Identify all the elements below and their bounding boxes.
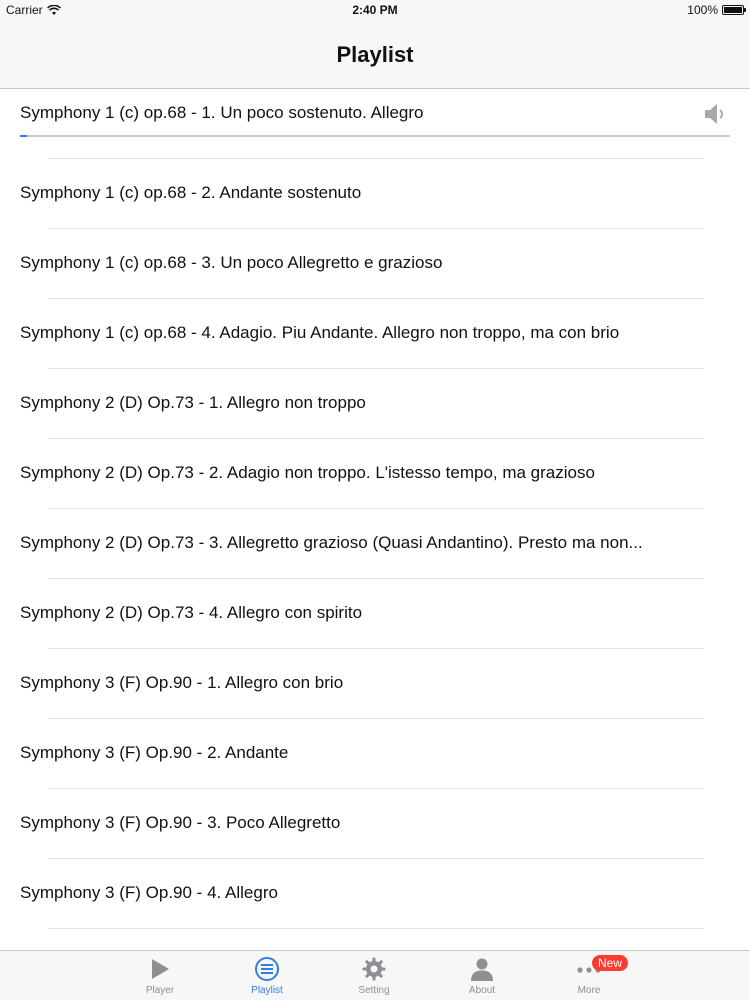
tab-bar bbox=[0, 950, 750, 1000]
now-playing-row[interactable] bbox=[0, 89, 750, 159]
track-title: Symphony 3 (F) Op.90 - 4. Allegro bbox=[20, 883, 278, 902]
playlist-icon bbox=[254, 956, 280, 982]
status-bar bbox=[0, 0, 750, 20]
speaker-icon[interactable] bbox=[702, 101, 730, 127]
status-time: 2:40 PM bbox=[352, 3, 398, 17]
track-title: Symphony 2 (D) Op.73 - 3. Allegretto grazioso (Quasi Andantino). Presto ma non... bbox=[20, 533, 643, 552]
track-title: Symphony 1 (c) op.68 - 2. Andante sostenuto bbox=[20, 183, 362, 202]
track-title: Symphony 1 (c) op.68 - 4. Adagio. Piu Andante. Allegro non troppo, ma con brio bbox=[20, 323, 620, 342]
status-right bbox=[687, 3, 744, 17]
row-separator bbox=[48, 928, 704, 929]
track-title: Symphony 3 (F) Op.90 - 2. Andante bbox=[20, 743, 289, 762]
new-badge: New bbox=[592, 955, 628, 971]
tab-player-label: Player bbox=[145, 985, 175, 996]
battery-icon bbox=[722, 5, 744, 15]
list-item[interactable] bbox=[0, 789, 750, 859]
track-title: Symphony 1 (c) op.68 - 3. Un poco Allegretto e grazioso bbox=[20, 253, 443, 272]
list-item[interactable] bbox=[0, 649, 750, 719]
list-item[interactable] bbox=[0, 859, 750, 929]
tab-about-label: About bbox=[468, 985, 496, 996]
tab-setting[interactable] bbox=[334, 951, 414, 1001]
playback-progress-bar[interactable] bbox=[20, 135, 730, 137]
list-item[interactable] bbox=[0, 719, 750, 789]
now-playing-title: Symphony 1 (c) op.68 - 1. Un poco sostenuto. Allegro bbox=[20, 103, 424, 122]
track-title: Symphony 2 (D) Op.73 - 1. Allegro non troppo bbox=[20, 393, 366, 412]
list-item[interactable] bbox=[0, 579, 750, 649]
list-item[interactable] bbox=[0, 369, 750, 439]
tab-setting-label: Setting bbox=[358, 985, 390, 996]
tab-playlist-label: Playlist bbox=[251, 985, 283, 996]
track-title: Symphony 2 (D) Op.73 - 4. Allegro con spirito bbox=[20, 603, 363, 622]
track-title: Symphony 3 (F) Op.90 - 3. Poco Allegretto bbox=[20, 813, 341, 832]
carrier-label: Carrier bbox=[6, 3, 43, 17]
navigation-bar bbox=[0, 20, 750, 89]
list-item[interactable] bbox=[0, 439, 750, 509]
playlist-list[interactable] bbox=[0, 89, 750, 950]
list-item[interactable] bbox=[0, 509, 750, 579]
tab-about[interactable] bbox=[442, 951, 522, 1001]
tab-more[interactable] bbox=[549, 951, 629, 1001]
tab-playlist[interactable] bbox=[227, 951, 307, 1001]
play-icon bbox=[147, 956, 173, 982]
list-item[interactable] bbox=[0, 229, 750, 299]
gear-icon bbox=[361, 956, 387, 982]
person-icon bbox=[469, 956, 495, 982]
battery-percent: 100% bbox=[687, 3, 718, 17]
tab-player[interactable] bbox=[120, 951, 200, 1001]
tab-more-label: More bbox=[577, 985, 601, 996]
playback-progress-fill bbox=[20, 135, 27, 137]
track-title: Symphony 2 (D) Op.73 - 2. Adagio non troppo. L'istesso tempo, ma grazioso bbox=[20, 463, 595, 482]
track-title: Symphony 3 (F) Op.90 - 1. Allegro con brio bbox=[20, 673, 344, 692]
list-item[interactable] bbox=[0, 299, 750, 369]
list-item[interactable] bbox=[0, 159, 750, 229]
page-title: Playlist bbox=[336, 42, 414, 67]
